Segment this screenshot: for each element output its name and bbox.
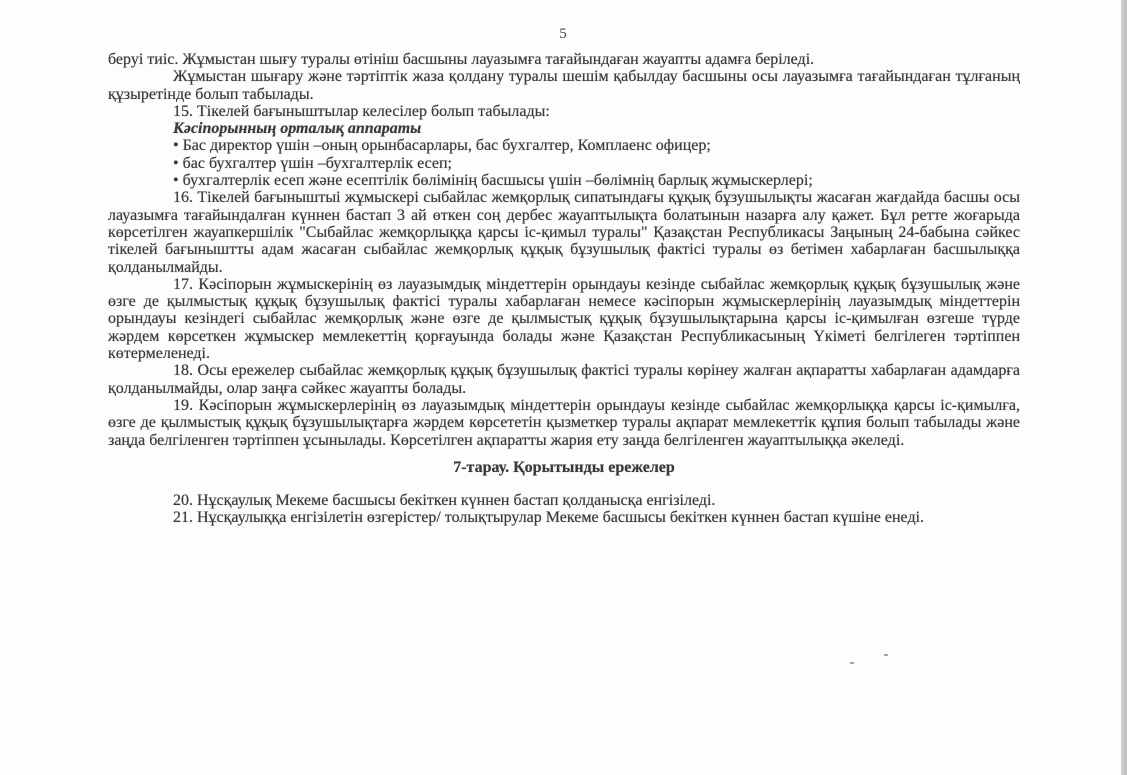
paragraph-15: 15. Тікелей бағыныштылар келесілер болып табылады: [173, 102, 550, 120]
paragraph-20: 20. Нұсқаулық Мекеме басшысы бекіткен күннен бастап қолданысқа енгізіледі. [173, 492, 716, 510]
scan-speck [884, 654, 888, 656]
paragraph-17: 17. Кәсіпорын жұмыскерінің өз лауазымдық міндеттерін орындауы кезінде сыбайлас жемқорлық құқық бұзушылық және өзге де қылмыстық құқық бұзушылық фактісі туралы хабарлаған немесе кәсіпорын жұмыскерлерінің лауазымдық міндеттерін орындауы кезіндегі сыбайлас жемқорлық және өзге де қылмыстық құқық бұзушылықтарына қарсы іс-қимылған өзгеше түрде жәрдем көрсеткен жұмыскер мемлекеттің қорғауында болады және Қазақстан Республикасының Үкіметі белгілеген тәртіппен көтермеленеді. [108, 275, 1020, 363]
section-heading-central-office: Кәсіпорынның орталық аппараты [173, 120, 422, 138]
paragraph-18: 18. Осы ережелер сыбайлас жемқорлық құқық бұзушылық фактісі туралы көрінеу жалған ақпаратты хабарлаған адамдарға қолданылмайды, олар заңға сәйкес жауапты болады. [108, 362, 1020, 397]
chapter-heading: 7-тарау. Қорытынды ережелер [453, 458, 675, 476]
paragraph-continuation: беруі тиіс. Жұмыстан шығу туралы өтініш басшыны лауазымға тағайындаған жауапты адамға беріледі. [108, 51, 815, 68]
scan-speck [850, 662, 854, 664]
paragraph-16: 16. Тікелей бағыныштыі жұмыскері сыбайлас жемқорлық сипатындағы құқық бұзушылықты жасаған жағдайда басшы осы лауазымға тағайындалған күннен бастап 3 ай өткен соң дербес жауаптылықта болатынын назарға алу қажет. Бұл ретте жоғарыда көрсетілген жауапкершілік "Сыбайлас жемқорлыққа қарсы іс-қимыл туралы" Қазақстан Республикасы Заңының 24-бабына сәйкес тікелей бағыныштты адам жасаған сыбайлас жемқорлық құқық бұзушылық фактісі туралы өз бетімен хабарлаған басшылыққа қолданылмайды. [108, 189, 1020, 276]
page-number: 5 [559, 26, 568, 42]
paragraph-dismissal: Жұмыстан шығару және тәртіптік жаза қолдану туралы шешім қабылдау басшыны осы лауазымға тағайындаған тұлғаның құзыретінде болып табылады. [108, 68, 1020, 103]
page-edge-shadow [1121, 0, 1127, 775]
bullet-general-director: • Бас директор үшін –оның орынбасарлары, бас бухгалтер, Комплаенс офицер; [173, 137, 711, 155]
bullet-accounting-department: • бухгалтерлік есеп және есептілік бөлімінің басшысы үшін –бөлімнің барлық жұмыскерлері; [173, 172, 813, 190]
paragraph-21: 21. Нұсқаулыққа енгізілетін өзгерістер/ толықтырулар Мекеме басшысы бекіткен күннен бастап күшіне енеді. [173, 509, 925, 527]
document-body [108, 51, 1020, 527]
paragraph-19: 19. Кәсіпорын жұмыскерлерінің өз лауазымдық міндеттерін орындауы кезінде сыбайлас жемқорлыққа қарсы іс-қимылға, өзге де қылмыстық құқық бұзушылықтарға жәрдем көрсететін қызметкер туралы ақпарат мемлекеттік құпия болып табылады және заңда белгіленген тәртіппен ұсынылады. Көрсетілген ақпаратты жария ету заңда белгіленген жауаптылыққа әкеледі. [108, 396, 1020, 449]
bullet-chief-accountant: • бас бухгалтер үшін –бухгалтерлік есеп; [173, 154, 452, 172]
